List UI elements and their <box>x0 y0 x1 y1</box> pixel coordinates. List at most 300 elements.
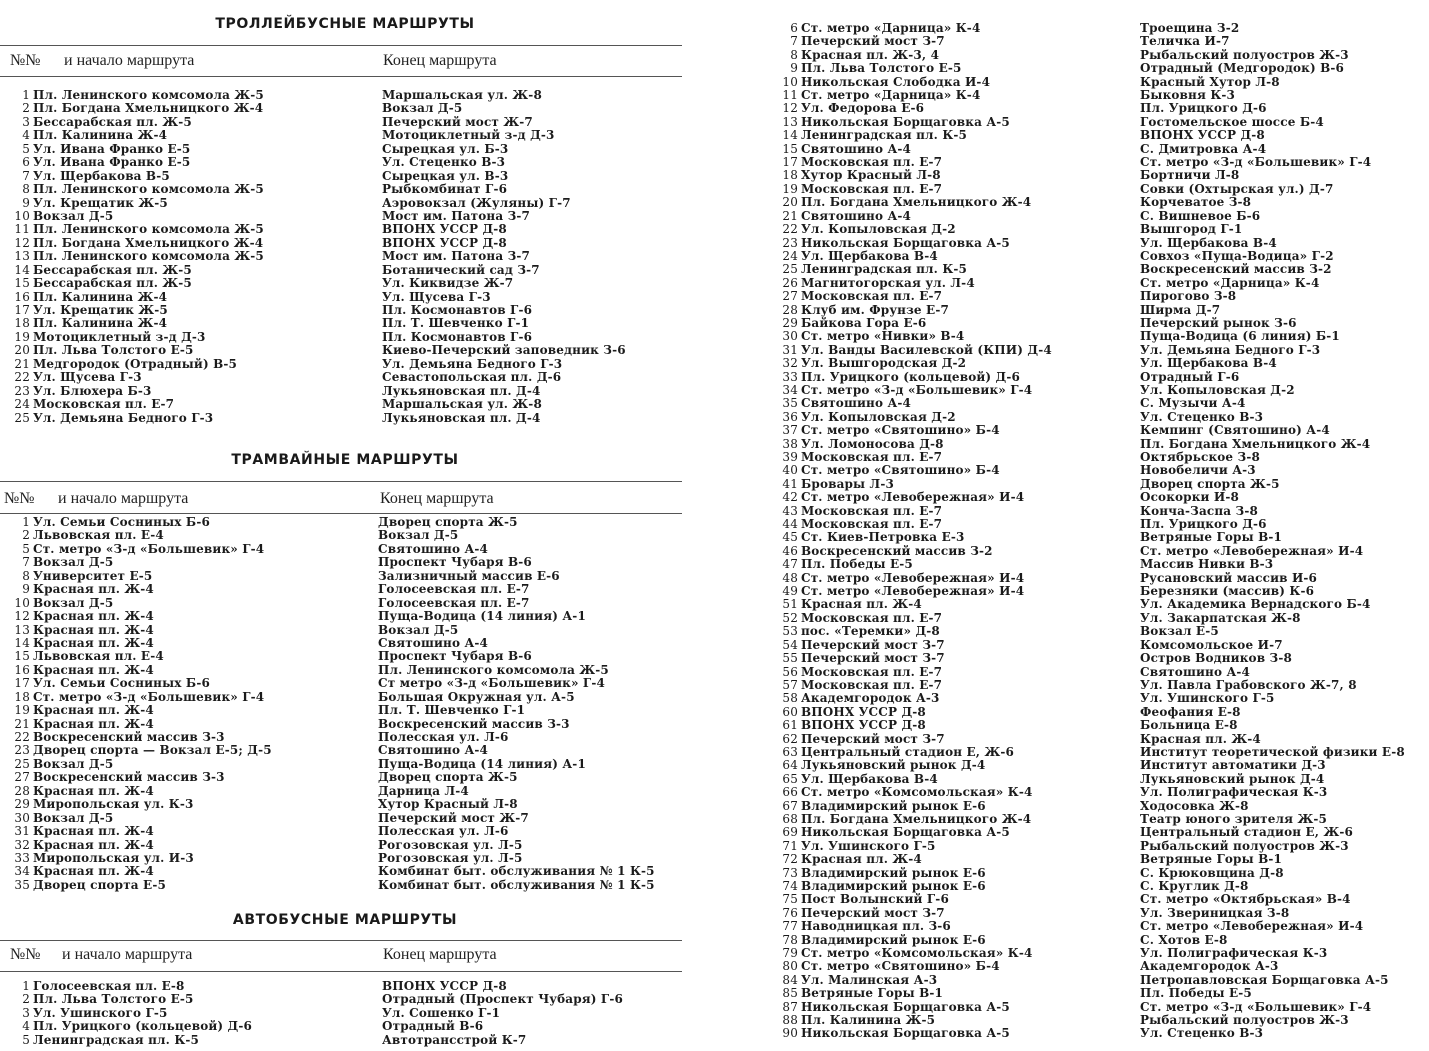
route-end: Голосеевская пл. Е-7 <box>378 582 530 597</box>
route-number: 12 <box>14 609 30 624</box>
route-number: 22 <box>14 730 30 744</box>
route-number: 27 <box>14 770 30 785</box>
route-number: 1 <box>22 979 30 993</box>
route-start: Московская пл. Е-7 <box>801 450 943 464</box>
tram-header-start: и начало маршрута <box>58 490 189 507</box>
route-row <box>760 491 1429 504</box>
route-end: Быковня К-3 <box>1140 88 1236 103</box>
route-row <box>0 664 690 677</box>
route-number: 3 <box>22 114 30 129</box>
route-row <box>0 529 690 542</box>
route-start: Ленинградская пл. К-5 <box>801 128 968 143</box>
route-start: Ст. метро «Святошино» Б-4 <box>801 463 1000 478</box>
route-end: Ул. Закарпатская Ж-8 <box>1140 610 1301 625</box>
route-number: 27 <box>782 289 798 304</box>
route-number: 33 <box>14 850 30 865</box>
route-start: Ветряные Горы В-1 <box>801 986 944 1001</box>
route-end: Пл. Урицкого Д-6 <box>1140 101 1267 116</box>
bus-title: АВТОБУСНЫЕ МАРШРУТЫ <box>232 912 458 928</box>
route-end: Сырецкая ул. Б-3 <box>382 141 509 156</box>
route-start: Ул. Щербакова В-5 <box>33 168 170 183</box>
route-start: Ст. метро «Левобережная» И-4 <box>801 490 1025 505</box>
route-row <box>760 76 1429 89</box>
route-start: Пл. Богдана Хмельницкого Ж-4 <box>801 811 1032 826</box>
route-row <box>0 583 690 596</box>
bus-top-rule <box>0 940 682 941</box>
route-end: Пл. Космонавтов Г-6 <box>382 303 533 317</box>
tram-header-num: №№ <box>4 490 35 507</box>
route-number: 20 <box>14 343 30 358</box>
route-number: 75 <box>782 892 798 907</box>
route-end: Больница Е-8 <box>1140 718 1238 733</box>
route-end: Теличка И-7 <box>1140 34 1230 49</box>
route-end: Воскресенский массив З-2 <box>1140 262 1332 277</box>
route-row <box>0 183 690 196</box>
route-end: Пуща-Водица (6 линия) Б-1 <box>1140 329 1340 344</box>
route-end: Мост им. Патона З-7 <box>382 208 531 223</box>
route-number: 32 <box>14 837 30 852</box>
route-number: 14 <box>14 635 30 650</box>
route-end: Ул. Демьяна Бедного Г-3 <box>1140 342 1321 357</box>
route-end: Пл. Богдана Хмельницкого Ж-4 <box>1140 436 1371 451</box>
route-number: 7 <box>790 34 798 49</box>
route-start: Красная пл. Ж-4 <box>33 662 154 677</box>
route-row <box>760 987 1429 1000</box>
route-end: Комсомольское И-7 <box>1140 637 1283 652</box>
route-start: пос. «Теремки» Д-8 <box>801 624 940 639</box>
route-number: 10 <box>14 595 30 610</box>
route-end: Вышгород Г-1 <box>1140 222 1243 237</box>
route-number: 4 <box>22 1019 30 1034</box>
route-end: Ул. Демьяна Бедного Г-3 <box>382 356 563 371</box>
route-end: Пл. Победы Е-5 <box>1140 986 1252 1001</box>
route-number: 55 <box>782 651 798 666</box>
route-end: Ул. Стеценко В-3 <box>382 155 506 170</box>
route-start: Пл. Льва Толстого Е-5 <box>33 992 194 1007</box>
route-number: 17 <box>14 303 30 317</box>
route-number: 65 <box>782 771 798 786</box>
route-end: Отрадный Г-6 <box>1140 369 1240 384</box>
route-row <box>760 1014 1429 1027</box>
route-number: 79 <box>782 946 798 961</box>
route-row <box>0 839 690 852</box>
route-start: Владимирский рынок Е-6 <box>801 865 986 880</box>
route-row <box>760 759 1429 772</box>
route-row <box>760 116 1429 129</box>
route-number: 40 <box>782 463 798 478</box>
route-number: 33 <box>782 369 798 384</box>
route-number: 34 <box>782 382 798 397</box>
route-number: 19 <box>14 329 30 344</box>
route-number: 5 <box>22 141 30 156</box>
route-start: Ст. метро «Комсомольская» К-4 <box>801 785 1033 800</box>
route-start: Университет Е-5 <box>33 568 153 583</box>
bus-header-num: №№ <box>10 946 41 963</box>
route-start: Красная пл. Ж-4 <box>33 824 154 839</box>
route-number: 35 <box>782 396 798 411</box>
route-row <box>760 679 1429 692</box>
route-end: Ул. Копыловская Д-2 <box>1140 382 1295 397</box>
route-number: 43 <box>782 503 798 518</box>
route-end: Феофания Е-8 <box>1140 704 1241 719</box>
route-row <box>760 397 1429 410</box>
route-start: Пост Волынский Г-6 <box>801 892 949 907</box>
route-row <box>760 277 1429 290</box>
route-number: 60 <box>782 704 798 719</box>
route-end: Мост им. Патона З-7 <box>382 249 531 264</box>
route-row <box>760 572 1429 585</box>
route-end: Отрадный (Проспект Чубаря) Г-6 <box>382 992 623 1007</box>
route-number: 84 <box>782 972 798 987</box>
route-start: Миропольская ул. И-3 <box>33 850 194 865</box>
route-number: 4 <box>22 128 30 143</box>
route-end: Пл. Урицкого Д-6 <box>1140 517 1267 532</box>
route-row <box>0 385 690 398</box>
route-end: Ширма Д-7 <box>1140 302 1221 317</box>
route-end: Дворец спорта Ж-5 <box>1140 476 1280 491</box>
route-number: 16 <box>14 289 30 304</box>
route-number: 71 <box>782 838 798 853</box>
route-end: Рогозовская ул. Л-5 <box>378 850 523 865</box>
route-start: Ст. метро «Нивки» В-4 <box>801 329 965 344</box>
route-start: Пл. Льва Толстого Е-5 <box>33 343 194 358</box>
route-number: 42 <box>782 490 798 505</box>
route-start: Пл. Богдана Хмельницкого Ж-4 <box>801 195 1032 210</box>
route-end: Ул. Щусева Г-3 <box>382 289 491 304</box>
route-end: Хутор Красный Л-8 <box>378 797 518 812</box>
route-end: Маршальская ул. Ж-8 <box>382 88 542 102</box>
route-row <box>760 880 1429 893</box>
route-end: Печерский мост Ж-7 <box>378 810 529 825</box>
route-number: 22 <box>782 222 798 237</box>
route-start: Московская пл. Е-7 <box>801 289 943 304</box>
route-number: 32 <box>782 356 798 371</box>
route-number: 85 <box>782 986 798 1001</box>
route-end: Красная пл. Ж-4 <box>1140 731 1261 746</box>
route-end: Кемпинг (Святошино) А-4 <box>1140 423 1330 438</box>
route-row <box>0 879 690 892</box>
route-end: Ст. метро «З-д «Большевик» Г-4 <box>1140 155 1372 170</box>
route-row <box>760 210 1429 223</box>
route-row <box>760 625 1429 638</box>
route-end: Вокзал Д-5 <box>378 528 459 543</box>
tram-header-end: Конец маршрута <box>380 490 494 507</box>
route-number: 78 <box>782 932 798 947</box>
route-number: 13 <box>14 622 30 637</box>
route-row <box>0 237 690 250</box>
route-row <box>760 49 1429 62</box>
route-number: 63 <box>782 744 798 759</box>
route-end: Лукьяновская пл. Д-4 <box>382 410 541 425</box>
route-number: 31 <box>782 342 798 357</box>
route-start: Бессарабская пл. Ж-5 <box>33 276 192 291</box>
route-number: 2 <box>22 101 30 116</box>
route-row <box>0 102 690 115</box>
route-row <box>760 531 1429 544</box>
route-number: 18 <box>14 689 30 704</box>
route-end: Остров Водников З-8 <box>1140 651 1292 666</box>
route-start: Московская пл. Е-7 <box>801 155 943 170</box>
route-end: Совки (Охтырская ул.) Д-7 <box>1140 181 1334 196</box>
route-number: 28 <box>14 783 30 798</box>
route-number: 62 <box>782 731 798 746</box>
route-number: 90 <box>782 1026 798 1041</box>
route-row <box>0 993 690 1006</box>
route-number: 49 <box>782 584 798 599</box>
route-number: 5 <box>22 541 30 556</box>
route-row <box>760 746 1429 759</box>
route-number: 24 <box>14 397 30 412</box>
route-number: 44 <box>782 517 798 532</box>
route-end: Голосеевская пл. Е-7 <box>378 595 530 610</box>
route-end: С. Крюковщина Д-8 <box>1140 865 1284 880</box>
route-row <box>0 116 690 129</box>
route-number: 7 <box>22 555 30 570</box>
route-end: Пл. Т. Шевченко Г-1 <box>378 703 526 718</box>
route-number: 21 <box>782 208 798 223</box>
route-end: С. Музычи А-4 <box>1140 396 1246 411</box>
route-start: Московская пл. Е-7 <box>801 503 943 518</box>
route-number: 15 <box>14 649 30 664</box>
route-number: 80 <box>782 959 798 974</box>
tram-header-rule <box>0 513 682 514</box>
route-start: Магнитогорская ул. Л-4 <box>801 275 975 290</box>
route-number: 9 <box>22 195 30 210</box>
route-number: 1 <box>22 515 30 529</box>
route-end: Троещина З-2 <box>1140 21 1240 35</box>
route-row <box>760 639 1429 652</box>
route-start: Ул. Малинская А-3 <box>801 972 938 987</box>
route-number: 64 <box>782 758 798 773</box>
route-number: 25 <box>14 410 30 425</box>
route-end: Полесская ул. Л-6 <box>378 730 509 744</box>
route-end: Дворец спорта Ж-5 <box>378 770 518 785</box>
route-number: 9 <box>790 61 798 76</box>
route-end: Ул. Щербакова В-4 <box>1140 356 1277 371</box>
bus-header-start: и начало маршрута <box>62 946 193 963</box>
route-end: Полесская ул. Л-6 <box>378 824 509 839</box>
route-row <box>760 840 1429 853</box>
route-number: 9 <box>22 582 30 597</box>
route-start: Мотоциклетный з-д Д-3 <box>33 329 206 344</box>
route-end: Ул. Ушинского Г-5 <box>1140 691 1275 706</box>
route-end: Ветряные Горы В-1 <box>1140 530 1283 545</box>
route-number: 21 <box>14 716 30 731</box>
route-end: Проспект Чубаря В-6 <box>378 649 532 664</box>
route-end: Ул. Сошенко Г-1 <box>382 1005 501 1020</box>
route-end: Ст метро «З-д «Большевик» Г-4 <box>378 676 605 691</box>
route-number: 15 <box>782 141 798 156</box>
route-row <box>760 237 1429 250</box>
route-number: 48 <box>782 570 798 585</box>
route-number: 17 <box>14 676 30 691</box>
route-end: Киево-Печерский заповедник З-6 <box>382 343 626 358</box>
route-start: Красная пл. Ж-4 <box>33 582 154 597</box>
route-number: 11 <box>14 222 30 237</box>
route-row <box>760 773 1429 786</box>
route-end: Зализничный массив Е-6 <box>378 568 560 583</box>
route-row <box>0 197 690 210</box>
route-start: Ленинградская пл. К-5 <box>33 1032 200 1047</box>
route-end: ВПОНХ УССР Д-8 <box>382 979 507 993</box>
route-start: Пл. Льва Толстого Е-5 <box>801 61 962 76</box>
bus-route-list-continued <box>760 22 1429 1041</box>
left-page <box>0 0 690 1051</box>
route-start: Ст. метро «З-д «Большевик» Г-4 <box>801 382 1033 397</box>
route-row <box>0 170 690 183</box>
route-start: Ул. Щусева Г-3 <box>33 370 142 385</box>
trolleybus-header-start: и начало маршрута <box>64 52 195 69</box>
route-number: 13 <box>782 114 798 129</box>
route-end: Пл. Т. Шевченко Г-1 <box>382 316 530 331</box>
tram-title: ТРАМВАЙНЫЕ МАРШРУТЫ <box>231 452 459 468</box>
route-end: Рыбкомбинат Г-6 <box>382 182 508 197</box>
route-row <box>760 974 1429 987</box>
route-start: Святошино А-4 <box>801 208 912 223</box>
route-start: Красная пл. Ж-4 <box>33 622 154 637</box>
route-row <box>0 812 690 825</box>
route-row <box>760 585 1429 598</box>
route-row <box>0 210 690 223</box>
route-row <box>760 947 1429 960</box>
route-row <box>760 733 1429 746</box>
route-start: Ст. метро «З-д «Большевик» Г-4 <box>33 689 265 704</box>
route-start: Красная пл. Ж-4 <box>33 609 154 624</box>
route-end: Вокзал Д-5 <box>378 622 459 637</box>
route-row <box>760 424 1429 437</box>
route-end: Корчеватое З-8 <box>1140 195 1252 210</box>
route-end: Ул. Киквидзе Ж-7 <box>382 276 514 291</box>
route-row <box>760 451 1429 464</box>
route-end: Рыбальский полуостров Ж-3 <box>1140 1013 1349 1028</box>
route-number: 51 <box>782 597 798 612</box>
route-start: Пл. Калинина Ж-5 <box>801 1013 936 1028</box>
route-row <box>0 798 690 811</box>
route-row <box>0 980 690 993</box>
route-end: Сырецкая ул. В-3 <box>382 168 509 183</box>
route-start: Ул. Ванды Василевской (КПИ) Д-4 <box>801 342 1052 357</box>
route-start: Вокзал Д-5 <box>33 595 114 610</box>
route-end: Святошино А-4 <box>1140 664 1251 679</box>
route-end: Пирогово З-8 <box>1140 289 1237 304</box>
route-end: С. Вишневое Б-6 <box>1140 208 1261 223</box>
route-row <box>760 169 1429 182</box>
route-start: Ул. Ушинского Г-5 <box>801 838 936 853</box>
route-end: Ул. Павла Грабовского Ж-7, 8 <box>1140 677 1357 692</box>
route-end: Центральный стадион Е, Ж-6 <box>1140 825 1353 840</box>
route-start: Ул. Федорова Е-6 <box>801 101 925 116</box>
route-end: Мотоциклетный з-д Д-3 <box>382 128 555 143</box>
route-start: Никольская Борщаговка А-5 <box>801 1026 1010 1041</box>
route-end: Театр юного зрителя Ж-5 <box>1140 811 1328 826</box>
route-number: 6 <box>22 155 30 170</box>
route-number: 76 <box>782 905 798 920</box>
route-row <box>0 223 690 236</box>
route-start: Красная пл. Ж-4 <box>33 703 154 718</box>
route-start: Ул. Вышгородская Д-2 <box>801 356 967 371</box>
route-row <box>0 89 690 102</box>
route-start: Ул. Ломоносова Д-8 <box>801 436 944 451</box>
route-row <box>760 786 1429 799</box>
route-start: Ул. Семьи Сосниных Б-6 <box>33 676 210 691</box>
route-number: 31 <box>14 824 30 839</box>
route-start: Ул. Крещатик Ж-5 <box>33 195 168 210</box>
route-start: Центральный стадион Е, Ж-6 <box>801 744 1014 759</box>
trolleybus-header-rule <box>0 76 682 77</box>
route-number: 2 <box>22 528 30 543</box>
route-number: 1 <box>22 88 30 102</box>
trolleybus-header-num: №№ <box>10 52 41 69</box>
route-end: Ул. Полиграфическая К-3 <box>1140 785 1328 800</box>
route-end: Массив Нивки В-3 <box>1140 557 1274 572</box>
route-number: 29 <box>782 315 798 330</box>
route-row <box>760 1027 1429 1040</box>
route-end: Комбинат быт. обслуживания № 1 К-5 <box>378 864 655 879</box>
route-row <box>0 291 690 304</box>
route-start: Московская пл. Е-7 <box>801 664 943 679</box>
route-row <box>760 920 1429 933</box>
route-end: Ул. Академика Вернадского Б-4 <box>1140 597 1371 612</box>
route-row <box>0 331 690 344</box>
route-row <box>0 1007 690 1020</box>
route-start: Воскресенский массив З-2 <box>801 543 993 558</box>
route-row <box>760 505 1429 518</box>
route-start: Клуб им. Фрунзе Е-7 <box>801 302 949 317</box>
route-number: 7 <box>22 168 30 183</box>
route-row <box>760 371 1429 384</box>
route-end: Ст. метро «Дарница» К-4 <box>1140 275 1320 290</box>
route-start: Пл. Богдана Хмельницкого Ж-4 <box>33 235 264 250</box>
route-number: 68 <box>782 811 798 826</box>
route-start: ВПОНХ УССР Д-8 <box>801 704 926 719</box>
route-number: 2 <box>22 992 30 1007</box>
route-end: Печерский рынок З-6 <box>1140 315 1297 330</box>
route-start: Вокзал Д-5 <box>33 208 114 223</box>
route-number: 22 <box>14 370 30 385</box>
route-number: 3 <box>22 1005 30 1020</box>
route-end: Октябрьское З-8 <box>1140 450 1260 464</box>
route-row <box>760 411 1429 424</box>
route-end: Автотрансстрой К-7 <box>382 1032 527 1047</box>
route-end: Дарница Л-4 <box>378 783 469 798</box>
route-end: ВПОНХ УССР Д-8 <box>1140 128 1265 143</box>
route-start: Никольская Слободка И-4 <box>801 74 991 89</box>
route-start: Ст. метро «Левобережная» И-4 <box>801 584 1025 599</box>
route-number: 25 <box>14 756 30 771</box>
route-number: 47 <box>782 557 798 572</box>
route-start: Ул. Ушинского Г-5 <box>33 1005 168 1020</box>
route-row <box>760 612 1429 625</box>
route-row <box>760 853 1429 866</box>
bus-header-rule <box>0 971 682 972</box>
route-start: Байкова Гора Е-6 <box>801 315 927 330</box>
route-start: Московская пл. Е-7 <box>801 677 943 692</box>
route-end: Красный Хутор Л-8 <box>1140 74 1280 89</box>
route-start: Пл. Калинина Ж-4 <box>33 289 168 304</box>
route-row <box>0 704 690 717</box>
route-row <box>0 610 690 623</box>
route-start: Московская пл. Е-7 <box>801 610 943 625</box>
route-number: 67 <box>782 798 798 813</box>
route-end: Конча-Заспа З-8 <box>1140 503 1258 518</box>
route-number: 74 <box>782 879 798 893</box>
route-number: 20 <box>782 195 798 210</box>
route-row <box>760 357 1429 370</box>
route-start: Ст. метро «Комсомольская» К-4 <box>801 946 1033 961</box>
route-number: 46 <box>782 543 798 558</box>
route-row <box>0 785 690 798</box>
route-end: С. Круглик Д-8 <box>1140 879 1249 893</box>
